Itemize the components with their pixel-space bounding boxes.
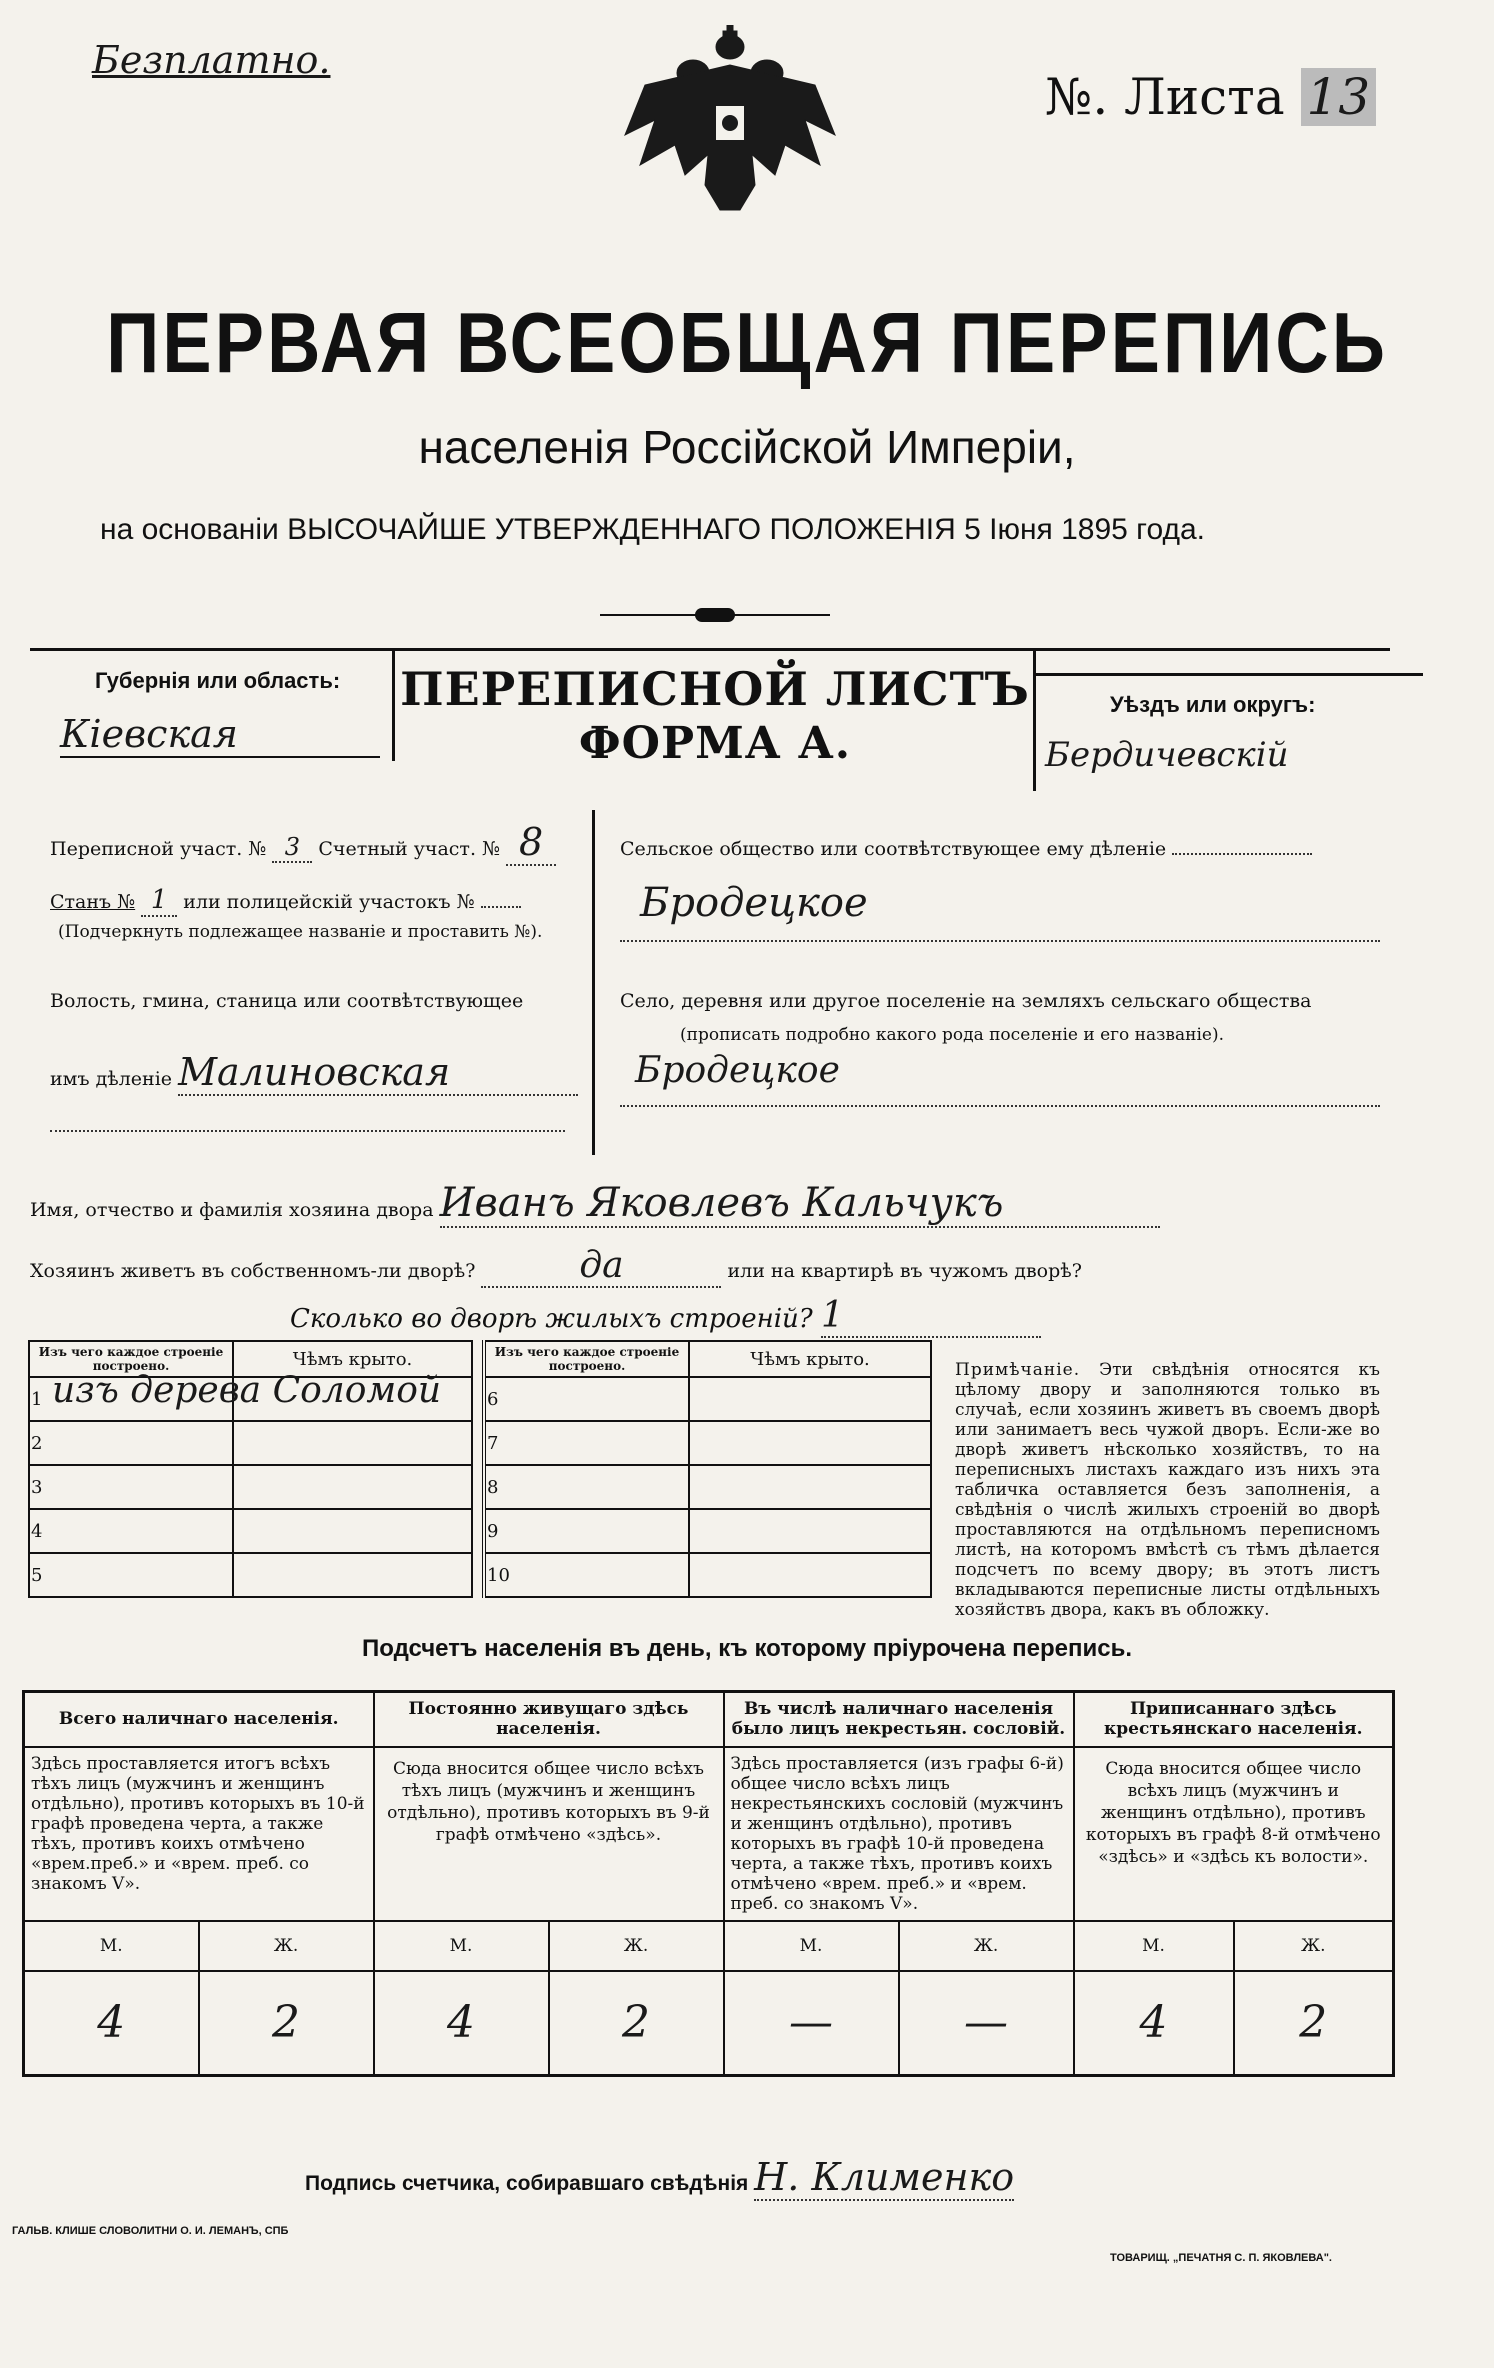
row1-value: изъ дерева Соломой — [52, 1370, 442, 1411]
signature-row — [305, 2155, 1014, 2201]
col-nonpeasant-desc: Здѣсь проставляется (изъ графы 6-й) общее число всѣхъ лицъ некрестьянскихъ сословій (мужчинъ и женщинъ отдѣльно), противъ которыхъ въ графѣ 10-й проведена черта, а также тѣхъ, противъ коихъ отмѣчено «врем. преб.» и «врем. преб. со знакомъ V». — [724, 1747, 1074, 1921]
m-label: М. — [724, 1921, 899, 1971]
rented-label: или на квартирѣ въ чужомъ дворѣ? — [727, 1260, 1082, 1282]
population-table — [22, 1690, 1395, 2077]
note-text: Эти свѣдѣнія относятся къ цѣлому двору и заполняются только въ случаѣ, если хозяинъ живетъ въ своемъ дворѣ или занимаетъ весь чужой дворъ. Если-же во дворѣ живетъ нѣсколько хозяйствъ, то на переписныхъ листахъ каждаго изъ нихъ эта табличка оставляется безъ заполненія, а свѣдѣнія о числѣ жилыхъ строеній во дворѣ проставляются на отдѣльномъ переписномъ листѣ, на которомъ вмѣстѣ съ тѣмъ дѣлается подсчетъ по всему двору; въ этотъ листъ вкладываются переписные листы отдѣльныхъ хозяйствъ двора, какъ въ обложку. — [955, 1360, 1380, 1620]
row-number: 5 — [29, 1553, 233, 1597]
col-permanent-header: Постоянно живущаго здѣсь населенія. — [374, 1692, 724, 1747]
permanent-m-value: 4 — [374, 1971, 549, 2076]
volost-label-2: имъ дѣленіе — [50, 1068, 173, 1090]
population-title: Подсчетъ населенія въ день, къ которому пріурочена перепись. — [362, 1635, 1132, 1662]
sheet-number-label: №. Листа — [1045, 68, 1285, 126]
col-roof-header: Чѣмъ крыто. — [689, 1341, 931, 1377]
society-value: Бродецкое — [640, 880, 868, 926]
col-total-desc: Здѣсь проставляется итогъ всѣхъ тѣхъ лицъ (мужчинъ и женщинъ отдѣльно), противъ которыхъ въ 10-й графѣ проведена черта, а также тѣхъ, противъ коихъ отмѣчено «врем.преб.» и «врем. преб. со знакомъ V». — [24, 1747, 374, 1921]
signature-label: Подпись счетчика, собиравшаго свѣдѣнія — [305, 2172, 749, 2195]
row-number: 10 — [484, 1553, 689, 1597]
double-headed-eagle-emblem — [615, 25, 845, 215]
volost-label-1: Волость, гмина, станица или соотвѣтствующее — [50, 990, 524, 1012]
col-peasant-desc: Сюда вносится общее число всѣхъ лицъ (мужчинъ и женщинъ отдѣльно), противъ которыхъ въ графѣ 8-й отмѣчено «здѣсь» и «здѣсь къ волости». — [1074, 1747, 1394, 1921]
col-total-header: Всего наличнаго населенія. — [24, 1692, 374, 1747]
m-label: М. — [374, 1921, 549, 1971]
census-section-value: 3 — [272, 833, 312, 863]
census-section-row — [50, 820, 556, 866]
society-row — [620, 838, 1312, 860]
police-label: или полицейскій участокъ № — [183, 891, 475, 913]
owner-row — [30, 1180, 1160, 1228]
volost-extra-line — [50, 1130, 565, 1132]
own-yard-label: Хозяинъ живетъ въ собственномъ-ли дворѣ? — [30, 1260, 476, 1282]
buildings-table-right — [482, 1340, 932, 1598]
volost-row — [50, 1050, 578, 1096]
col-nonpeasant-header: Въ числѣ наличнаго населенія было лицъ некрестьян. сословій. — [724, 1692, 1074, 1747]
row-number: 2 — [29, 1421, 233, 1465]
form-title: ПЕРЕПИСНОЙ ЛИСТЪ — [400, 662, 1030, 716]
signature-value: Н. Клименко — [754, 2155, 1015, 2199]
sheet-number — [1045, 68, 1376, 126]
f-label: Ж. — [549, 1921, 724, 1971]
ornament-divider — [600, 608, 830, 622]
total-f-value: 2 — [199, 1971, 374, 2076]
note-heading: Примѣчаніе. — [955, 1360, 1081, 1380]
row-number: 6 — [484, 1377, 689, 1421]
m-label: М. — [24, 1921, 199, 1971]
row-number: 8 — [484, 1465, 689, 1509]
stan-row — [50, 885, 521, 917]
stan-note: (Подчеркнуть подлежащее названіе и проставить №). — [58, 922, 543, 942]
nonpeasant-m-value: — — [724, 1971, 899, 2076]
f-label: Ж. — [199, 1921, 374, 1971]
sheet-number-value: 13 — [1301, 68, 1377, 126]
col-peasant-header: Приписаннаго здѣсь крестьянскаго населенія. — [1074, 1692, 1394, 1747]
printer-right: ТОВАРИЩ. „ПЕЧАТНЯ С. П. ЯКОВЛЕВА". — [1110, 2252, 1332, 2264]
subtitle: населенія Россійской Имперіи, — [418, 421, 1076, 473]
village-note: (прописать подробно какого рода поселеніе и его названіе). — [680, 1025, 1224, 1045]
total-m-value: 4 — [24, 1971, 199, 2076]
count-section-label: Счетный участ. № — [318, 838, 500, 860]
buildings-label: Сколько во дворѣ жилыхъ строеній? — [290, 1304, 813, 1334]
free-label: Безплатно. — [92, 38, 331, 82]
m-label: М. — [1074, 1921, 1234, 1971]
owner-name-value: Иванъ Яковлевъ Кальчукъ — [440, 1180, 1160, 1228]
row-number: 3 — [29, 1465, 233, 1509]
society-label: Сельское общество или соотвѣтствующее ему дѣленіе — [620, 838, 1167, 860]
buildings-row — [290, 1295, 1041, 1338]
main-title: ПЕРВАЯ ВСЕОБЩАЯ ПЕРЕПИСЬ — [106, 294, 1388, 391]
village-label: Село, деревня или другое поселеніе на земляхъ сельскаго общества — [620, 990, 1312, 1012]
own-yard-row — [30, 1245, 1082, 1288]
row-number: 7 — [484, 1421, 689, 1465]
row-number: 9 — [484, 1509, 689, 1553]
printer-left: ГАЛЬВ. КЛИШЕ СЛОВОЛИТНИ О. И. ЛЕМАНЪ, СПБ — [12, 2225, 289, 2237]
col-roof-header: Чѣмъ крыто. — [233, 1341, 472, 1377]
volost-value: Малиновская — [178, 1050, 578, 1096]
village-value: Бродецкое — [635, 1050, 840, 1091]
census-section-label: Переписной участ. № — [50, 838, 267, 860]
district-value: Бердичевскій — [1045, 735, 1289, 775]
f-label: Ж. — [1234, 1921, 1394, 1971]
count-section-value: 8 — [506, 820, 556, 866]
col-permanent-desc: Сюда вносится общее число всѣхъ тѣхъ лицъ (мужчинъ и женщинъ отдѣльно), противъ которыхъ въ 9-й графѣ отмѣчено «здѣсь». — [374, 1747, 724, 1921]
col-material-header: Изъ чего каждое строеніе построено. — [29, 1341, 233, 1377]
section-divider — [592, 810, 595, 1155]
stan-value: 1 — [141, 885, 177, 917]
buildings-value: 1 — [821, 1295, 1041, 1338]
province-label: Губернія или область: — [95, 668, 341, 693]
province-value: Кіевская — [60, 712, 380, 758]
col-material-header: Изъ чего каждое строеніе построено. — [484, 1341, 689, 1377]
district-label: Уѣздъ или округъ: — [1110, 692, 1316, 717]
f-label: Ж. — [899, 1921, 1074, 1971]
form-subtitle: ФОРМА А. — [578, 718, 852, 769]
row-number: 1 — [31, 1388, 43, 1410]
legal-basis: на основаніи ВЫСОЧАЙШЕ УТВЕРЖДЕННАГО ПОЛОЖЕНІЯ 5 Іюня 1895 года. — [100, 513, 1206, 546]
buildings-table-left — [28, 1340, 473, 1598]
peasant-f-value: 2 — [1234, 1971, 1394, 2076]
note-block — [955, 1360, 1380, 1620]
peasant-m-value: 4 — [1074, 1971, 1234, 2076]
nonpeasant-f-value: — — [899, 1971, 1074, 2076]
permanent-f-value: 2 — [549, 1971, 724, 2076]
row-number: 4 — [29, 1509, 233, 1553]
stan-label: Станъ № — [50, 891, 136, 913]
own-yard-value: да — [481, 1245, 721, 1288]
owner-name-label: Имя, отчество и фамилія хозяина двора — [30, 1199, 434, 1221]
